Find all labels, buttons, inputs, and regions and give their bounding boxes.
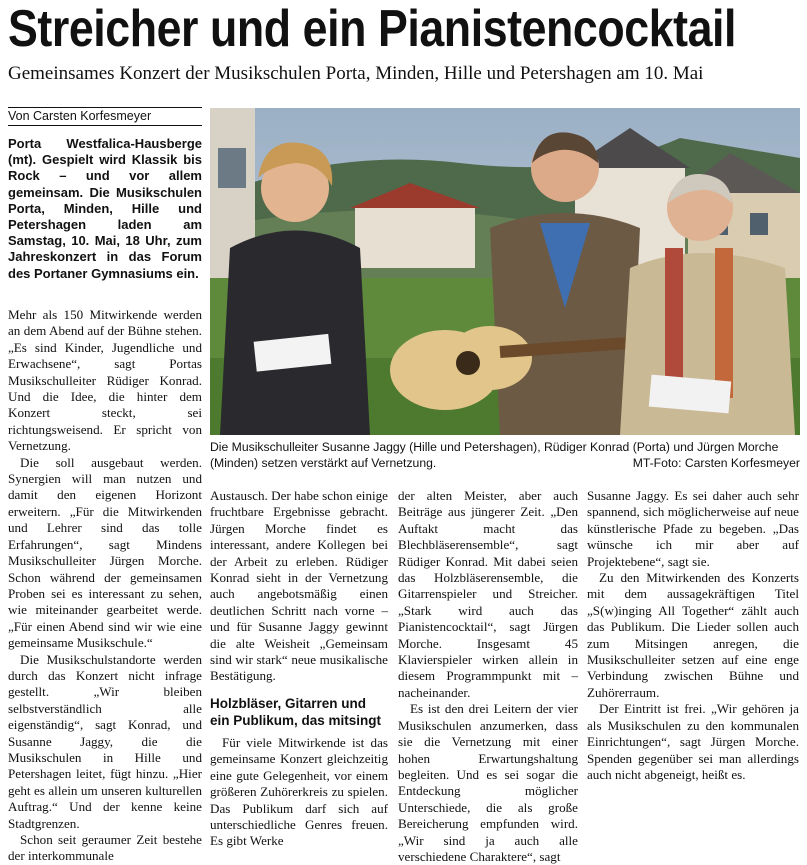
photo-illustration (210, 108, 800, 435)
paragraph: Austausch. Der habe schon einige fruchtbare Ergebnisse gebracht. Jürgen Morche findet es interessant, andere Kollegen bei der Arbeit zu erleben. Rüdiger Konrad sieht in der Vernetzung auch angebotsmäßig einen deutlichen Schritt nach vorne – und für Susanne Jaggy gewinnt die alte Weisheit „Gemeinsam sind wir stark“ neue musikalische Bestätigung. (210, 488, 388, 684)
paragraph: Für viele Mitwirkende ist das gemeinsame Konzert gleichzeitig eine gute Gelegenheit, vor einem größeren Zuhörerkreis zu spielen. Das Publikum darf sich auf unterschiedliche Genres freuen. Es gibt Werke (210, 734, 388, 849)
column-4 (587, 488, 799, 783)
paragraph: Die soll ausgebaut werden. Synergien will man nutzen und damit den eigenen Horizont erweitern. „Für die Mitwirkenden und Lehrer sind das tolle Erfahrungen“, sagt Mindens Musikschulleiter Jürgen Morche. Schon während der gemeinsamen Proben sei es interessant zu sehen, wie miteinander gearbeitet werde. „Für einen Abend sind wir wie eine gemeinsame Musikschule.“ (8, 454, 202, 651)
column-2 (210, 488, 388, 850)
paragraph: Die Musikschulstandorte werden durch das Konzert nicht infrage gestellt. „Wir bleiben selbstverständlich alle eigenständig“, sagt Konrad, und Susanne Jaggy, die die Musikschulen in Hille und Petershagen leitet, fügt hinzu. „Hier geht es allein um unseren kulturellen Auftrag.“ Und der kenne keine Stadtgrenzen. (8, 651, 202, 831)
subheadline: Gemeinsames Konzert der Musikschulen Porta, Minden, Hille und Petershagen am 10. Mai (8, 63, 704, 84)
article-photo (210, 108, 800, 435)
column-3 (398, 488, 578, 865)
section-subtitle: Holzbläser, Gitarren und ein Publikum, das mitsingt (210, 695, 382, 728)
paragraph: Es ist den drei Leitern der vier Musikschulen anzumerken, dass sie die Vernetzung mit einer hohen Erwartungshaltung begleiten. Und es sei sogar die Entdeckung möglicher Unterschiede, die als große Bereicherung empfunden wird. „Wir sind ja auch alle verschiedene Charaktere“, sagt (398, 701, 578, 864)
paragraph: Der Eintritt ist frei. „Wir gehören ja als Musikschulen zu den kommunalen Einrichtungen“, sagt Jürgen Morche. Spenden gegenüber sei man allerdings auch nicht abgeneigt, heißt es. (587, 701, 799, 782)
paragraph: der alten Meister, aber auch Beiträge aus jüngerer Zeit. „Den Auftakt macht das Blechbläserensemble“, sagt Rüdiger Konrad. Mit dabei seien das Holzbläserensemble, die Gitarrenspieler und Streicher. „Stark wird auch das Pianistencocktail“, sagt Jürgen Morche. Insgesamt 45 Klavierspieler wirken allein in diesem Programmpunkt mit – nacheinander. (398, 488, 578, 700)
paragraph: Susanne Jaggy. Es sei daher auch sehr spannend, sich möglicherweise auf neue künstlerische Pfade zu begeben. „Das wünsche ich mir aber auf Projektebene“, sagt sie. (587, 488, 799, 569)
photo-caption: Die Musikschulleiter Susanne Jaggy (Hille und Petershagen), Rüdiger Konrad (Porta) und Jürgen Morche (Minden) setzen verstärkt auf Vernetzung. (210, 440, 779, 470)
photo-caption-block (210, 440, 800, 471)
paragraph: Schon seit geraumer Zeit bestehe der interkommunale (8, 832, 202, 864)
lead-paragraph: Porta Westfalica-Hausberge (mt). Gespielt wird Klassik bis Rock – und vor allem gemeinsam. Die Musikschulen Porta, Minden, Hille und Petershagen laden am Samstag, 10. Mai, 18 Uhr, zum Jahreskonzert in das Forum des Portaner Gymnasiums ein. (8, 136, 202, 281)
byline: Von Carsten Korfesmeyer (8, 107, 202, 126)
photo-credit: MT-Foto: Carsten Korfesmeyer (632, 455, 800, 470)
headline: Streicher und ein Pianistencocktail (8, 0, 737, 58)
column-1 (8, 307, 202, 865)
paragraph: Mehr als 150 Mitwirkende werden an dem Abend auf der Bühne stehen. „Es sind Kinder, Jugendliche und Erwachsene“, sagt Portas Musikschulleiter Rüdiger Konrad. Und die Idee, die hinter dem Konzert steckt, sei richtungsweisend. Er spricht von Vernetzung. (8, 307, 202, 454)
paragraph: Zu den Mitwirkenden des Konzerts mit dem aussagekräftigen Titel „S(w)inging All Together“ zählt auch das Publikum. Die Lieder sollen auch zum Mitsingen anregen, die Musikschulleiter setzen auf eine enge Verbindung zwischen Bühne und Zuhörerraum. (587, 570, 799, 700)
